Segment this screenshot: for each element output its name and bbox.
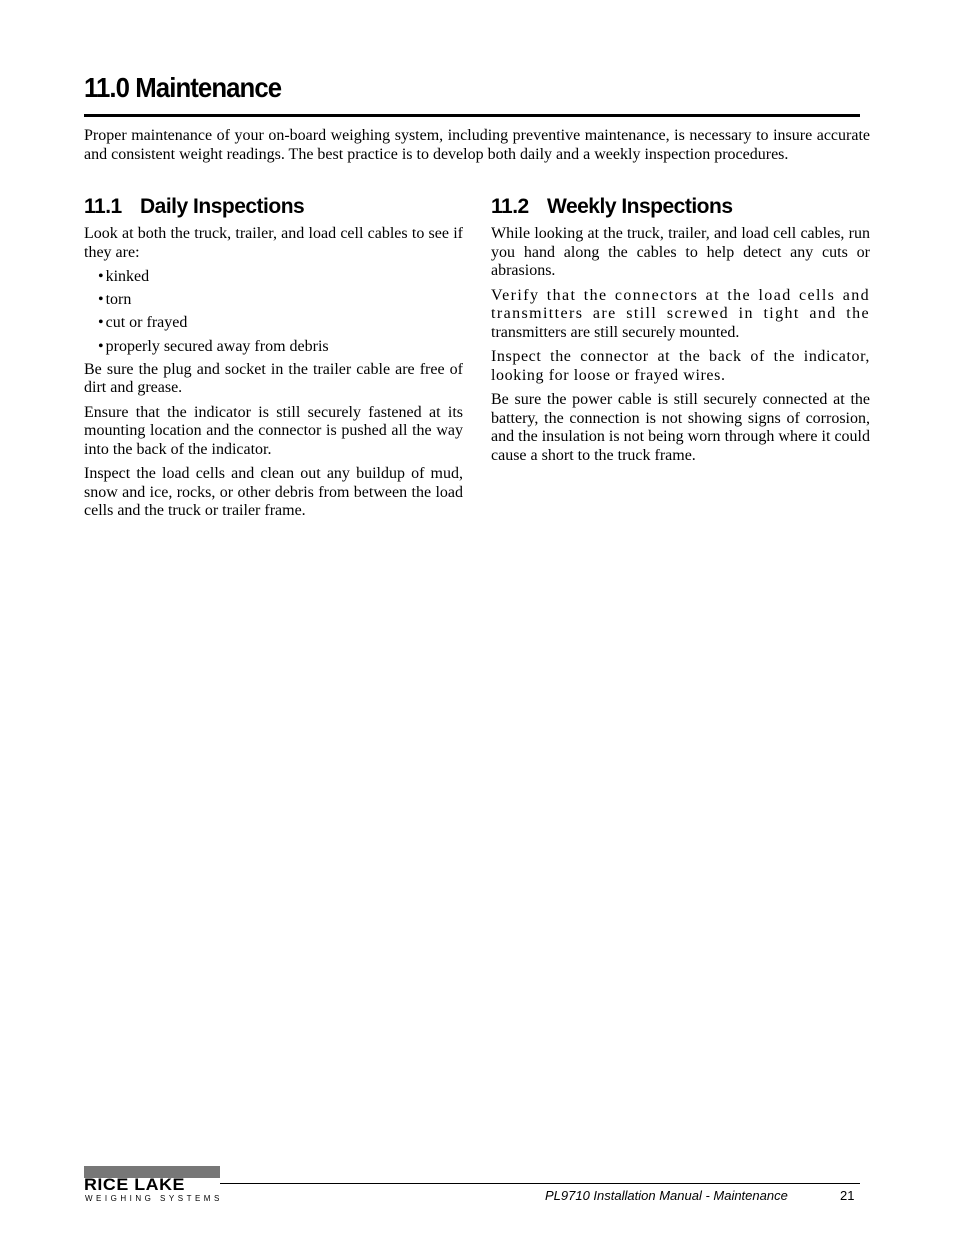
list-item: • torn — [98, 291, 132, 309]
daily-inspections-heading — [84, 195, 463, 222]
weekly-paragraph-indicator: Inspect the connector at the back of the indicator, looking for loose or frayed wires. — [491, 348, 870, 384]
weekly-paragraph-connectors: Verify that the connectors at the load cells and transmitters are still screwed in tight and the transmitters are still securely mounted. — [491, 286, 870, 341]
daily-intro: Look at both the truck, trailer, and load cell cables to see if they are: — [84, 225, 463, 261]
weekly-inspections-section — [491, 195, 870, 471]
intro-paragraph: Proper maintenance of your on-board weighing system, including preventive maintenance, is necessary to insure accurate and consistent weight readings. The best practice is to develop both daily and a weekly inspection procedures. — [84, 127, 870, 163]
daily-paragraph-indicator: Ensure that the indicator is still securely fastened at its mounting location and the connector is pushed all the way into the back of the indicator. — [84, 403, 463, 458]
footer-rule — [220, 1183, 860, 1184]
logo-sub-text: WEIGHING SYSTEMS — [85, 1194, 223, 1203]
daily-paragraph-plug: Be sure the plug and socket in the trailer cable are free of dirt and grease. — [84, 360, 463, 397]
list-item: • kinked — [98, 268, 150, 285]
section-number: 11.1 — [84, 195, 122, 218]
daily-paragraph-load-cells: Inspect the load cells and clean out any buildup of mud, snow and ice, rocks, or other debris from between the load cells and the truck or trailer frame. — [84, 465, 463, 520]
rice-lake-logo — [84, 1166, 224, 1208]
list-item: • properly secured away from debris — [98, 337, 329, 355]
footer-manual-title: PL9710 Installation Manual - Maintenance — [545, 1188, 788, 1203]
weekly-paragraph-cables: While looking at the truck, trailer, and load cell cables, run you hand along the cables to help detect any cuts or abrasions. — [491, 225, 870, 279]
weekly-inspections-heading — [491, 195, 870, 222]
weekly-paragraph-power-cable: Be sure the power cable is still securely connected at the battery, the connection is not showing signs of corrosion, and the insulation is not being worn through where it could cause a short to the truck frame. — [491, 391, 870, 464]
section-number: 11.2 — [491, 195, 529, 218]
daily-bullet-list — [98, 268, 463, 356]
section-title: Daily Inspections — [140, 195, 305, 218]
list-item: • cut or frayed — [98, 314, 188, 332]
logo-main-text: RICE LAKE — [84, 1175, 185, 1194]
title-rule — [84, 114, 860, 117]
daily-inspections-section — [84, 195, 463, 527]
section-title: Weekly Inspections — [547, 195, 733, 218]
page-title: 11.0 Maintenance — [84, 72, 282, 103]
page-number: 21 — [840, 1188, 855, 1203]
